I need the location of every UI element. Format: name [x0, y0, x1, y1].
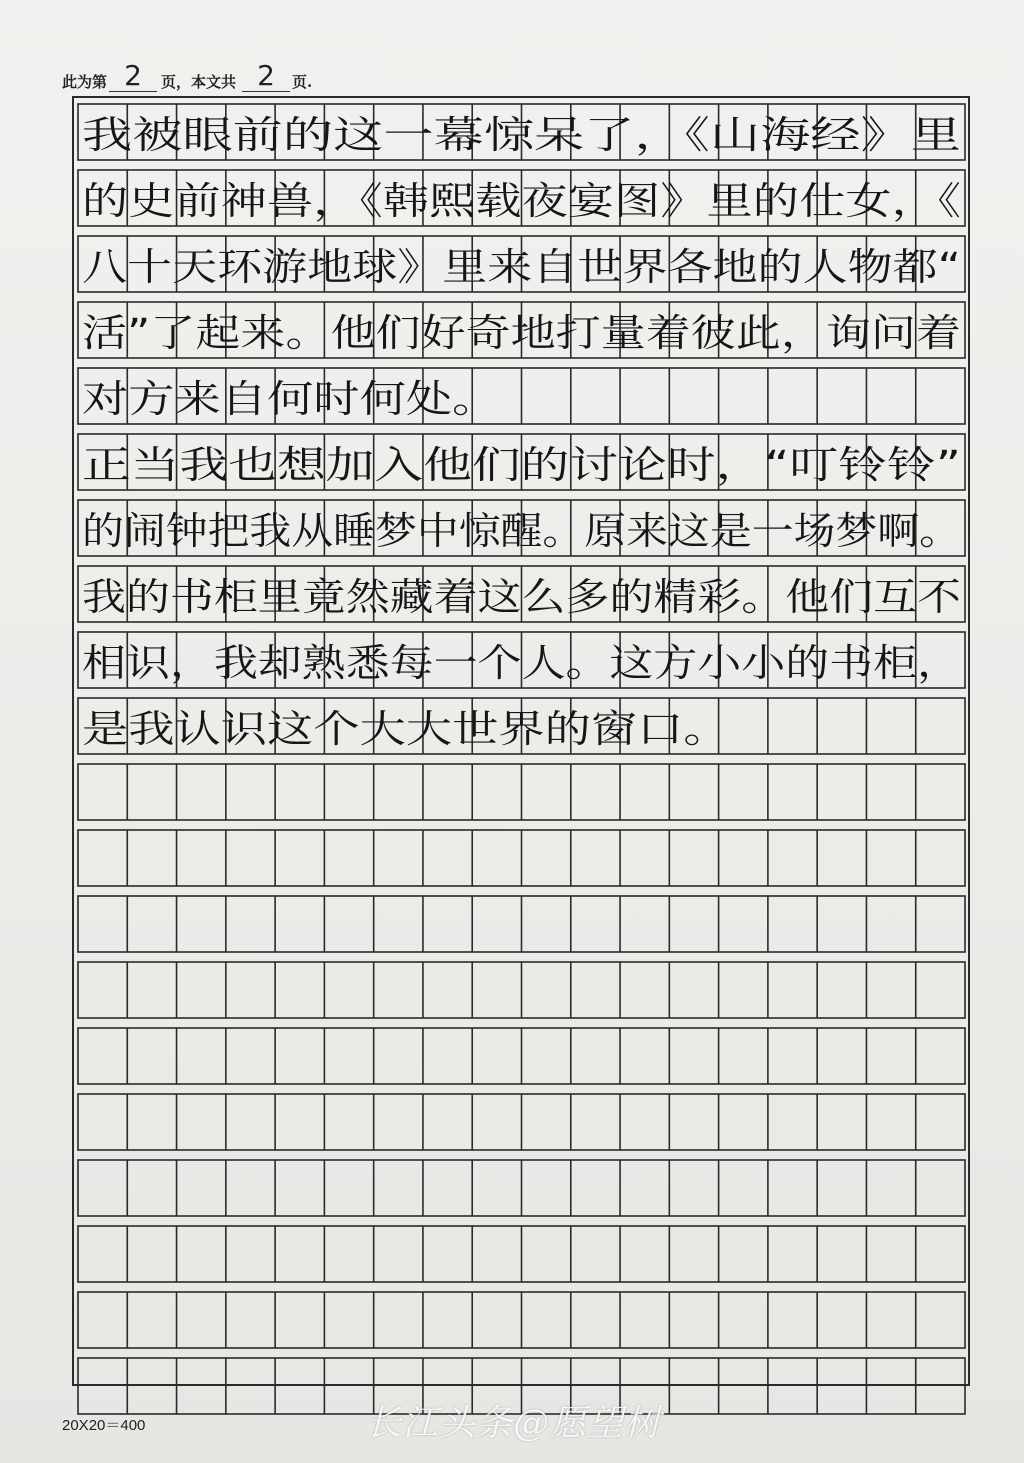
grid-row — [78, 1226, 965, 1282]
current-page-number: 2 — [109, 61, 157, 92]
essay-line: 正当我也想加入他们的讨论时，“叮铃铃” — [82, 443, 961, 487]
essay-line: 是我认识这个大大世界的窗口。 — [82, 707, 730, 751]
grid-row — [78, 1094, 965, 1150]
grid-size-label: 20X20＝400 — [62, 1417, 146, 1434]
grid-row — [78, 764, 965, 820]
essay-line: 的史前神兽，《韩熙载夜宴图》里的仕女，《 — [82, 179, 962, 223]
grid-row — [78, 830, 965, 886]
essay-line: 活”了起来。他们好奇地打量着彼此，询问着 — [82, 311, 962, 355]
essay-line: 的闹钟把我从睡梦中惊醒。原来这是一场梦啊。 — [82, 509, 961, 553]
grid-row — [78, 1160, 965, 1216]
grid-row — [78, 896, 965, 952]
header-prefix: 此为第 — [62, 73, 108, 91]
grid-lines — [78, 104, 965, 1414]
grid-row — [78, 1028, 965, 1084]
grid-row — [78, 1292, 965, 1348]
essay-line: 我被眼前的这一幕惊呆了，《山海经》里 — [82, 113, 961, 157]
grid-row — [78, 962, 965, 1018]
essay-line: 八十天环游地球》里来自世界各地的人物都“ — [82, 245, 962, 289]
essay-line: 我的书柜里竟然藏着这么多的精彩。他们互不 — [82, 575, 961, 619]
total-page-number: 2 — [242, 61, 290, 92]
essay-line: 对方来自何时何处。 — [82, 377, 499, 421]
essay-line: 相识，我却熟悉每一个人。这方小小的书柜， — [82, 641, 961, 685]
watermark-logo: 长江头条@愿望树 — [365, 1403, 662, 1444]
header-mid: 页，本文共 — [161, 73, 237, 91]
handwritten-essay-text — [82, 113, 961, 751]
header-suffix: 页. — [292, 73, 313, 91]
